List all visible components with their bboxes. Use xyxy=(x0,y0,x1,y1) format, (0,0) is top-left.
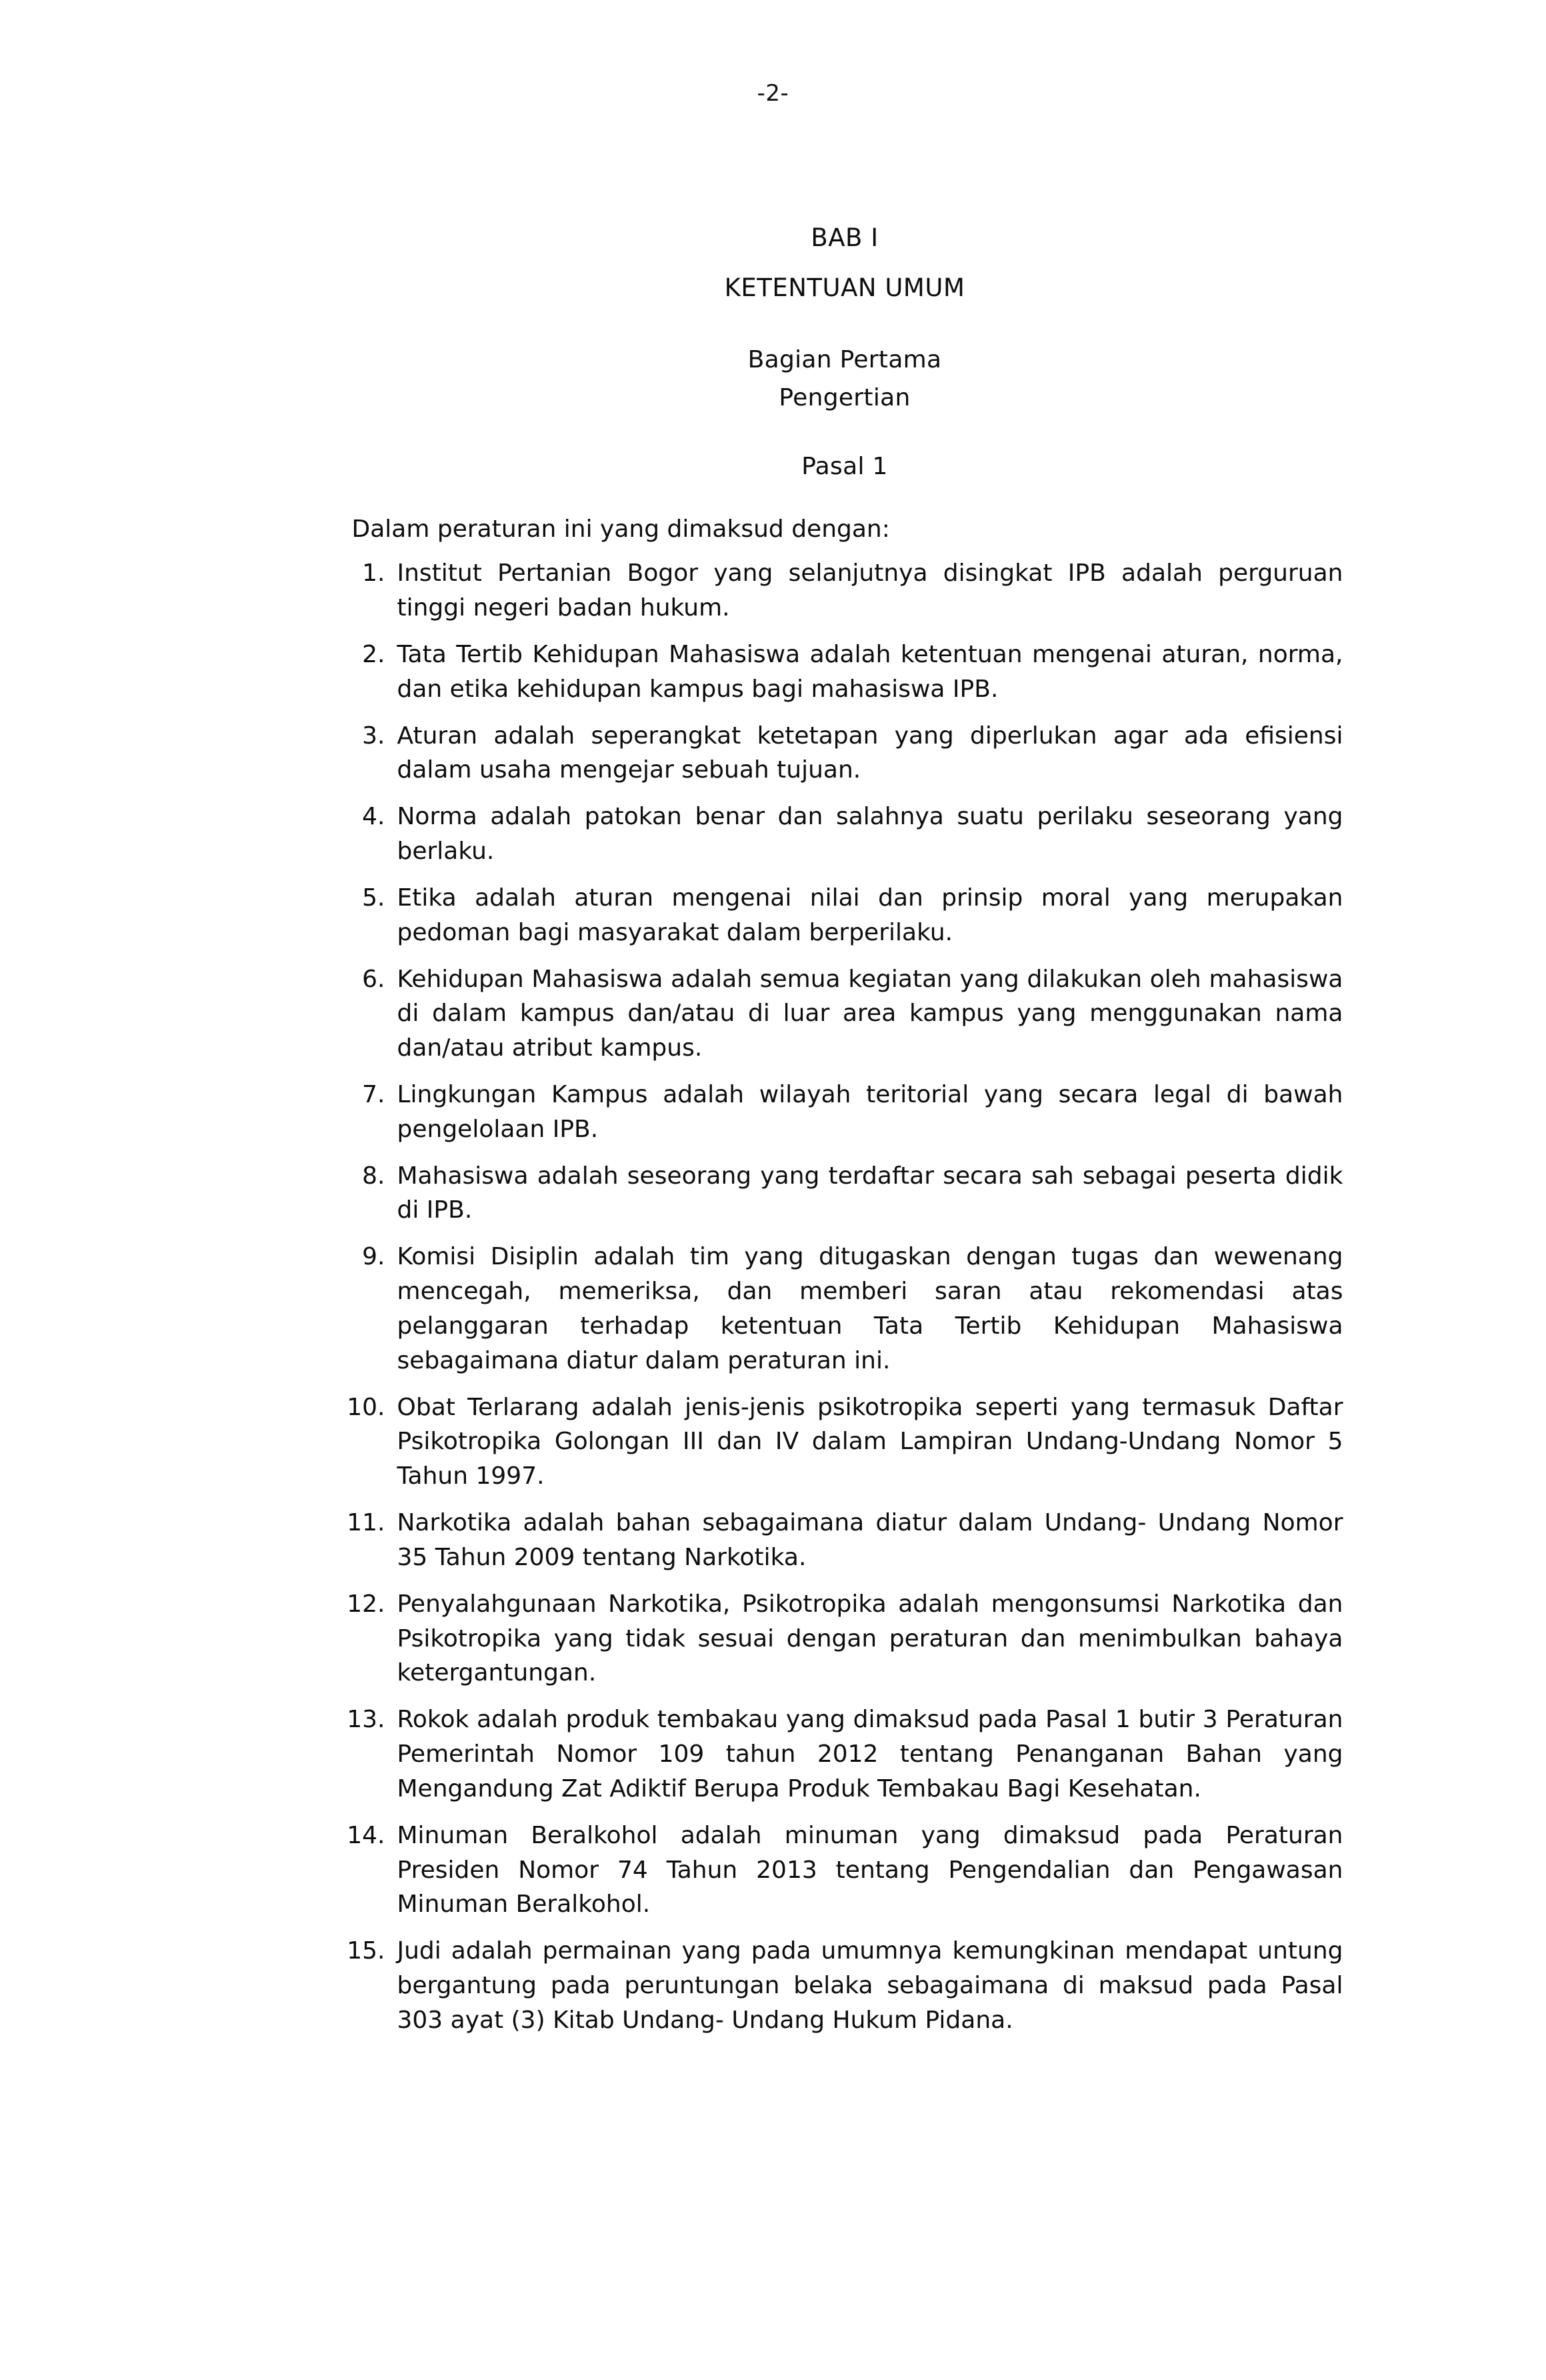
list-item xyxy=(347,1078,1343,1147)
list-item-text: Judi adalah permainan yang pada umumnya kemungkinan mendapat untung bergantung pada peruntungan belaka sebagaimana di maksud pada Pasal 303 ayat (3) Kitab Undang- Undang Hukum Pidana. xyxy=(397,1937,1343,2034)
page-number: -2- xyxy=(757,80,789,107)
list-item-number: 5 . xyxy=(347,881,385,916)
chapter-label: BAB I xyxy=(811,223,879,252)
document-body xyxy=(177,223,1370,2038)
list-item-number: 14 . xyxy=(347,1819,385,1853)
list-item xyxy=(347,1390,1343,1494)
article-label: Pasal 1 xyxy=(801,453,888,480)
list-item-text: Etika adalah aturan mengenai nilai dan prinsip moral yang merupakan pedoman bagi masyarakat dalam berperilaku. xyxy=(397,884,1343,946)
list-item-text: Narkotika adalah bahan sebagaimana diatur dalam Undang- Undang Nomor 35 Tahun 2009 tentang Narkotika. xyxy=(397,1509,1343,1571)
list-item-text: Kehidupan Mahasiswa adalah semua kegiatan yang dilakukan oleh mahasiswa di dalam kampus dan/atau di luar area kampus yang menggunakan nama dan/atau atribut kampus. xyxy=(397,965,1343,1062)
list-item xyxy=(347,1934,1343,2037)
list-item-number: 2 . xyxy=(347,638,385,672)
list-item-number: 9 . xyxy=(347,1240,385,1274)
list-item xyxy=(347,556,1343,626)
list-item-text: Tata Tertib Kehidupan Mahasiswa adalah ketentuan mengenai aturan, norma, dan etika kehidupan kampus bagi mahasiswa IPB. xyxy=(397,640,1343,703)
list-item-number: 7 . xyxy=(347,1078,385,1112)
list-item-text: Aturan adalah seperangkat ketetapan yang diperlukan agar ada efisiensi dalam usaha mengejar sebuah tujuan. xyxy=(397,722,1343,784)
list-item-number: 13 . xyxy=(347,1702,385,1737)
list-item-number: 12 . xyxy=(347,1587,385,1622)
list-item-number: 1 . xyxy=(347,556,385,591)
list-item-number: 10 . xyxy=(347,1390,385,1425)
list-item xyxy=(347,962,1343,1066)
list-item-number: 11 . xyxy=(347,1506,385,1540)
list-item-text: Mahasiswa adalah seseorang yang terdaftar secara sah sebagai peserta didik di IPB. xyxy=(397,1162,1343,1224)
list-item-number: 3 . xyxy=(347,719,385,754)
list-item-number: 4 . xyxy=(347,800,385,834)
chapter-title: KETENTUAN UMUM xyxy=(724,273,965,302)
list-item xyxy=(347,1240,1343,1378)
list-item-text: Komisi Disiplin adalah tim yang ditugaskan dengan tugas dan wewenang mencegah, memeriksa, dan memberi saran atau rekomendasi atas pelanggaran terhadap ketentuan Tata Tertib Kehidupan Mahasiswa sebagaimana diatur dalam peraturan ini. xyxy=(397,1243,1343,1374)
list-item-text: Penyalahgunaan Narkotika, Psikotropika adalah mengonsumsi Narkotika dan Psikotropika yang tidak sesuai dengan peraturan dan menimbulkan bahaya ketergantungan. xyxy=(397,1590,1343,1687)
list-item-text: Obat Terlarang adalah jenis-jenis psikotropika seperti yang termasuk Daftar Psikotropika Golongan III dan IV dalam Lampiran Undang-Undang Nomor 5 Tahun 1997. xyxy=(397,1393,1343,1490)
list-item-text: Norma adalah patokan benar dan salahnya suatu perilaku seseorang yang berlaku. xyxy=(397,803,1343,866)
list-item-text: Lingkungan Kampus adalah wilayah teritorial yang secara legal di bawah pengelolaan IPB. xyxy=(397,1081,1343,1143)
list-item xyxy=(347,1159,1343,1228)
definition-list xyxy=(347,556,1343,2037)
list-item xyxy=(347,1819,1343,1922)
list-item-number: 15 . xyxy=(347,1934,385,1969)
list-item-number: 6 . xyxy=(347,962,385,997)
list-item xyxy=(347,1702,1343,1806)
list-item xyxy=(347,881,1343,950)
list-item-text: Minuman Beralkohol adalah minuman yang dimaksud pada Peraturan Presiden Nomor 74 Tahun 2013 tentang Pengendalian dan Pengawasan Minuman Beralkohol. xyxy=(397,1821,1343,1919)
section-subtitle: Pengertian xyxy=(779,384,911,411)
list-item xyxy=(347,719,1343,788)
intro-paragraph: Dalam peraturan ini yang dimaksud dengan: xyxy=(351,515,890,543)
list-item-text: Institut Pertanian Bogor yang selanjutnya disingkat IPB adalah perguruan tinggi negeri badan hukum. xyxy=(397,559,1343,622)
list-item xyxy=(347,1506,1343,1575)
list-item-number: 8 . xyxy=(347,1159,385,1194)
section-label: Bagian Pertama xyxy=(747,346,942,373)
list-item xyxy=(347,638,1343,707)
list-item xyxy=(347,800,1343,869)
list-item xyxy=(347,1587,1343,1690)
list-item-text: Rokok adalah produk tembakau yang dimaksud pada Pasal 1 butir 3 Peraturan Pemerintah Nomor 109 tahun 2012 tentang Penanganan Bahan yang Mengandung Zat Adiktif Berupa Produk Tembakau Bagi Kesehatan. xyxy=(397,1706,1343,1803)
